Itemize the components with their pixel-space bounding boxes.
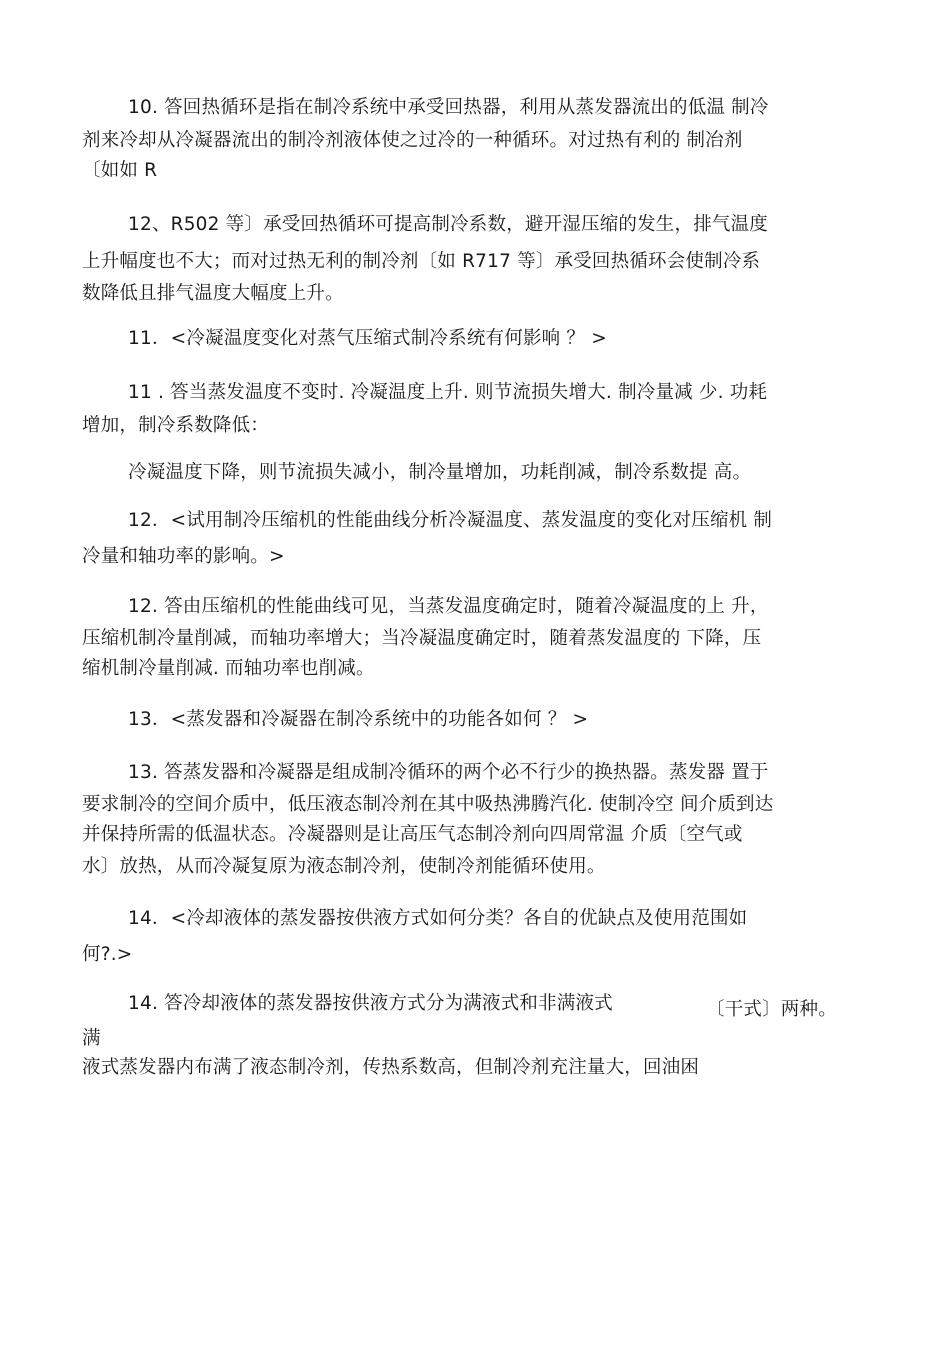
text-line: 〔如如 R [82,160,158,181]
text-line: 12. 答由压缩机的性能曲线可见，当蒸发温度确定时，随着冷凝温度的上 升， [128,596,769,617]
text-line: 并保持所需的低温状态。冷凝器则是让高压气态制冷剂向四周常温 介质〔空气或 [82,824,743,845]
text-line: 缩机制冷量削减. 而轴功率也削减。 [82,658,375,679]
text-line: 13. 答蒸发器和冷凝器是组成制冷循环的两个必不行少的换热器。蒸发器 置于 [128,762,769,783]
question-heading: 冷量和轴功率的影响。> [82,546,285,567]
question-heading: 14．<冷却液体的蒸发器按供液方式如何分类？各自的优缺点及使用范围如 [128,908,748,929]
text-line: 10. 答回热循环是指在制冷系统中承受回热器，利用从蒸发器流出的低温 制冷 [128,97,769,118]
text-line: 〔干式〕两种。 [706,999,837,1020]
question-heading: 何?.> [82,944,133,965]
text-line: 冷凝温度下降，则节流损失减小，制冷量增加，功耗削减，制冷系数提 高。 [128,462,752,483]
text-line: 要求制冷的空间介质中，低压液态制冷剂在其中吸热沸腾汽化. 使制冷空 间介质到达 [82,794,774,815]
text-line: 上升幅度也不大；而对过热无利的制冷剂〔如 R717 等〕承受回热循环会使制冷系 [82,251,761,272]
text-line: 11 . 答当蒸发温度不变时. 冷凝温度上升. 则节流损失增大. 制冷量减 少. 功耗 [128,382,768,403]
question-heading: 13．<蒸发器和冷凝器在制冷系统中的功能各如何 ？ > [128,709,589,730]
text-line: 数降低且排气温度大幅度上升。 [82,283,344,304]
question-heading: 12．<试用制冷压缩机的性能曲线分析冷凝温度、蒸发温度的变化对压缩机 制 [128,510,773,531]
text-line: 压缩机制冷量削减，而轴功率增大；当冷凝温度确定时，随着蒸发温度的 下降，压 [82,628,762,649]
text-line: 液式蒸发器内布满了液态制冷剂，传热系数高，但制冷剂充注量大，回油困 [82,1057,700,1078]
text-line: 满 [82,1028,101,1049]
text-line: 水〕放热，从而冷凝复原为液态制冷剂，使制冷剂能循环使用。 [82,856,606,877]
text-line: 增加，制冷系数降低： [82,415,270,436]
text-line: 14. 答冷却液体的蒸发器按供液方式分为满液式和非满液式 [128,993,613,1014]
question-heading: 11．<冷凝温度变化对蒸气压缩式制冷系统有何影响 ？ > [128,328,607,349]
text-line: 剂来冷却从冷凝器流出的制冷剂液体使之过冷的一种循环。对过热有利的 制冶剂 [82,130,743,151]
text-line: 12、R502 等〕承受回热循环可提高制冷系数，避开湿压缩的发生，排气温度 [128,214,768,235]
